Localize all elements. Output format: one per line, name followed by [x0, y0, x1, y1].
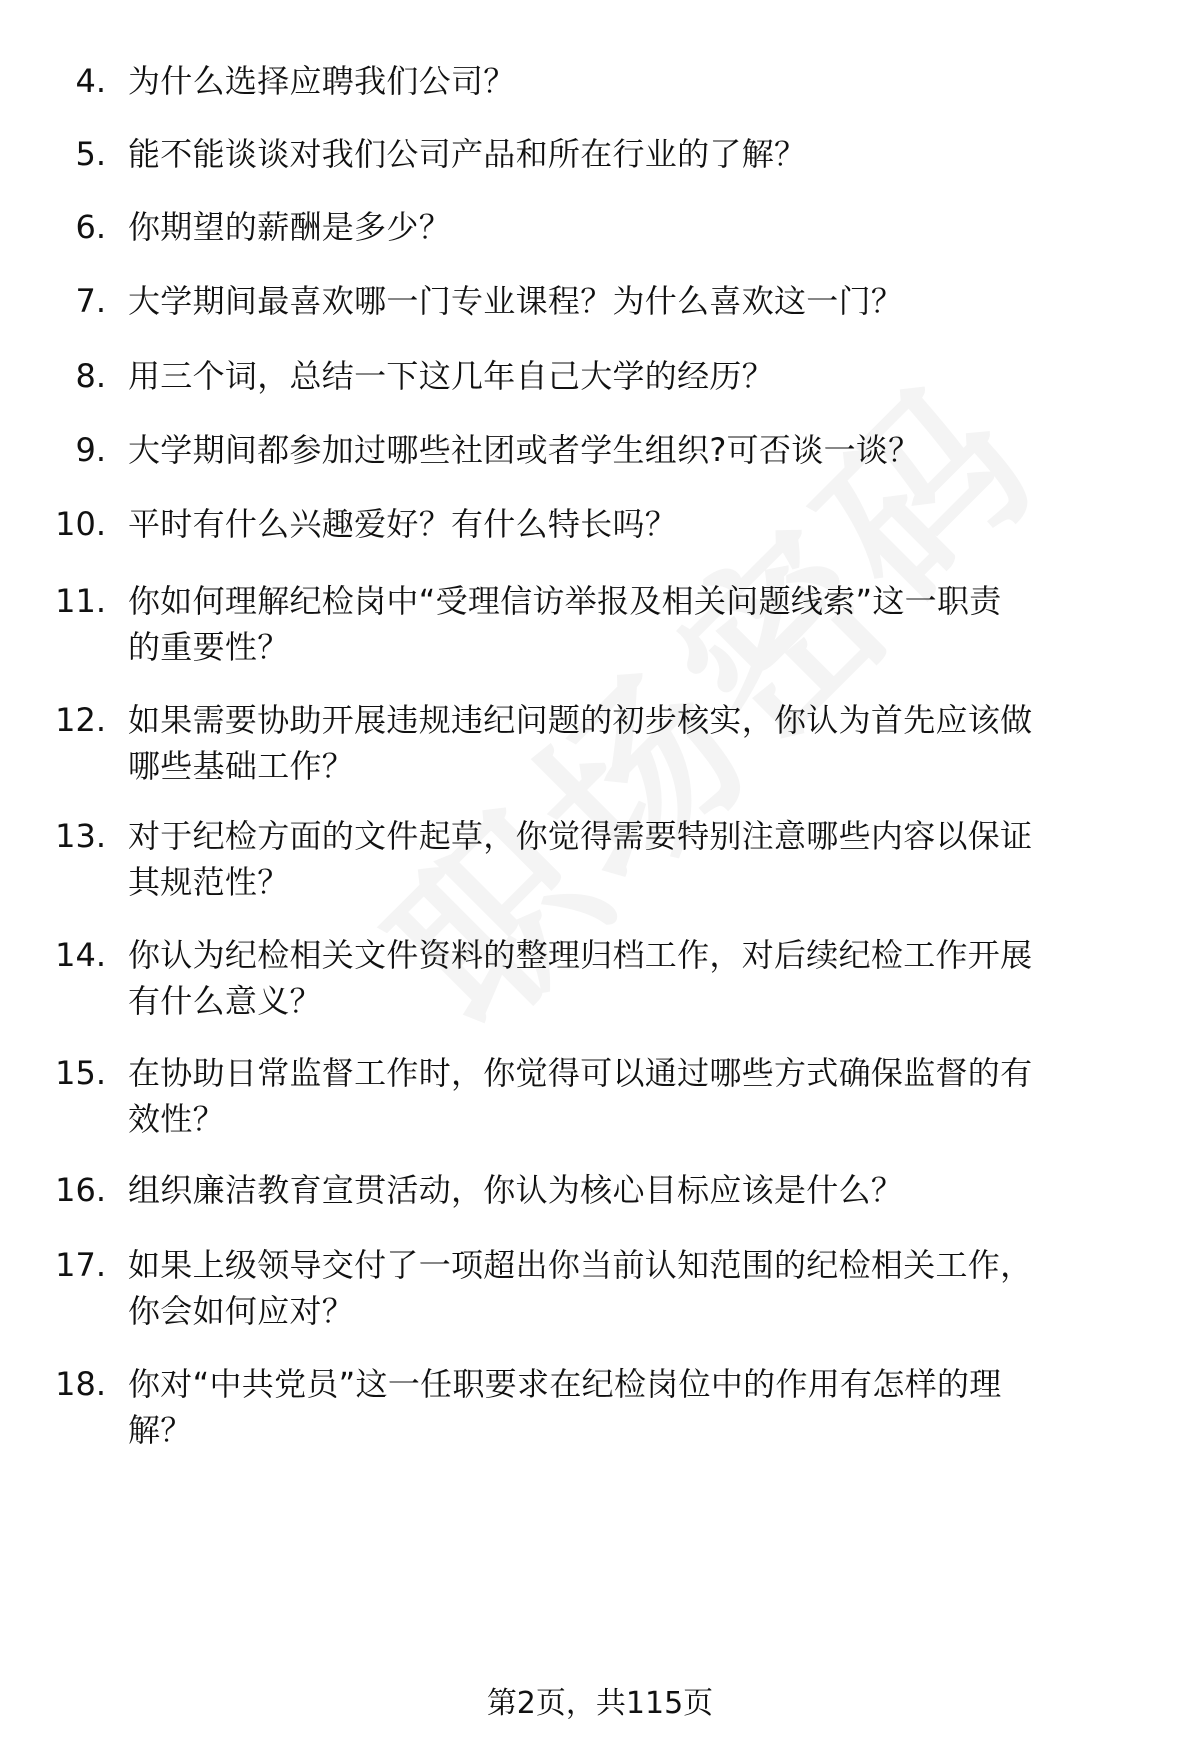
question-text: 你认为纪检相关文件资料的整理归档工作，对后续纪检工作开展 有什么意义？: [128, 936, 1033, 1020]
question-number: 17.: [55, 1246, 106, 1284]
question-text: 平时有什么兴趣爱好？有什么特长吗？: [128, 505, 678, 543]
page-footer: 第2页，共115页: [486, 1686, 714, 1721]
question-text: 对于纪检方面的文件起草，你觉得需要特别注意哪些内容以保证 其规范性？: [128, 817, 1033, 901]
question-number: 11.: [55, 582, 106, 620]
question-text: 你期望的薪酬是多少？: [128, 208, 452, 246]
question-number: 6.: [75, 208, 106, 246]
question-number: 14.: [55, 936, 106, 974]
question-number: 9.: [75, 431, 106, 469]
question-text: 能不能谈谈对我们公司产品和所在行业的了解？: [128, 135, 807, 173]
question-text: 为什么选择应聘我们公司？: [128, 62, 516, 100]
question-text: 你如何理解纪检岗中“受理信访举报及相关问题线索”这一职责 的重要性？: [128, 582, 1002, 666]
question-number: 18.: [55, 1365, 106, 1403]
question-number: 16.: [55, 1171, 106, 1209]
question-number: 7.: [75, 282, 106, 320]
question-number: 12.: [55, 701, 106, 739]
question-number: 15.: [55, 1054, 106, 1092]
question-number: 4.: [75, 62, 106, 100]
question-text: 大学期间都参加过哪些社团或者学生组织?可否谈一谈？: [128, 431, 921, 469]
question-number: 10.: [55, 505, 106, 543]
question-text: 用三个词，总结一下这几年自己大学的经历？: [128, 357, 775, 395]
question-number: 8.: [75, 357, 106, 395]
question-text: 如果需要协助开展违规违纪问题的初步核实，你认为首先应该做 哪些基础工作？: [128, 701, 1033, 785]
question-number: 5.: [75, 135, 106, 173]
question-text: 在协助日常监督工作时，你觉得可以通过哪些方式确保监督的有 效性？: [128, 1054, 1033, 1138]
question-text: 如果上级领导交付了一项超出你当前认知范围的纪检相关工作， 你会如何应对？: [128, 1246, 1033, 1330]
question-number: 13.: [55, 817, 106, 855]
question-text: 大学期间最喜欢哪一门专业课程？为什么喜欢这一门？: [128, 282, 904, 320]
question-text: 你对“中共党员”这一任职要求在纪检岗位中的作用有怎样的理 解？: [128, 1365, 1002, 1449]
question-text: 组织廉洁教育宣贯活动，你认为核心目标应该是什么？: [128, 1171, 904, 1209]
